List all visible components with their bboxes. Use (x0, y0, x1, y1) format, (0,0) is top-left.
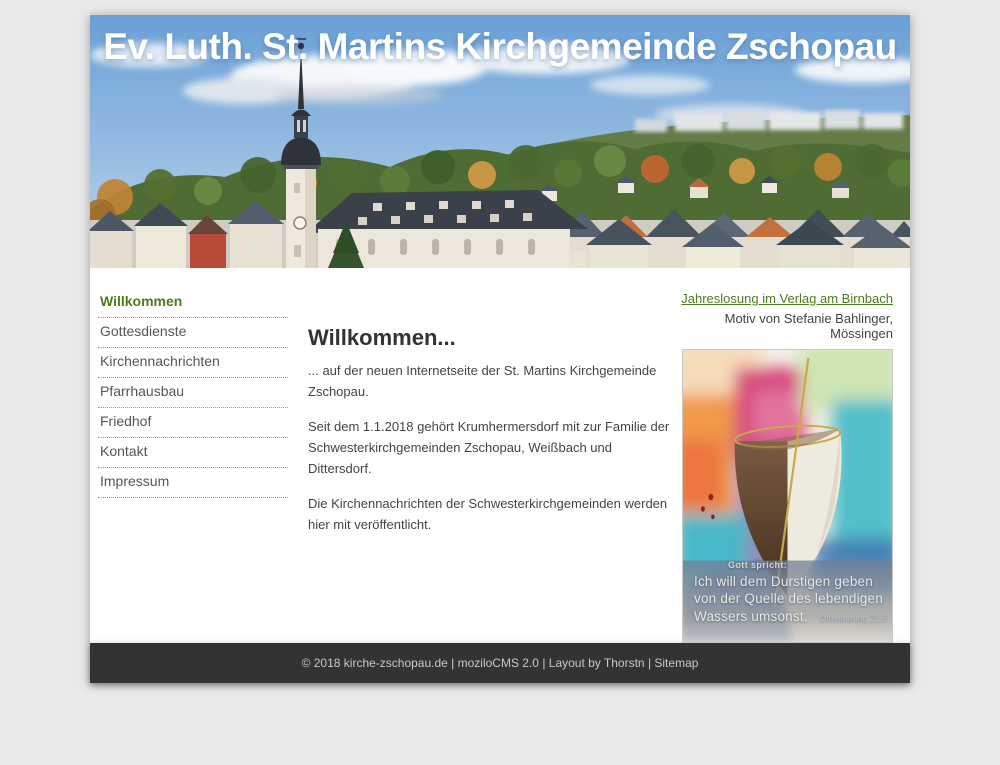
sidebar-item-gottesdienste[interactable]: Gottesdienste (98, 318, 288, 348)
verse-reference: Offenbarung 21,6 (819, 613, 887, 623)
verse-line-3-text: Wassers umsonst. (694, 608, 808, 624)
artwork-verse (694, 559, 887, 628)
sidebar-item-kirchennachrichten[interactable]: Kirchennachrichten (98, 348, 288, 378)
sidebar-item-pfarrhausbau[interactable]: Pfarrhausbau (98, 378, 288, 408)
kirchennachrichten-paragraph: Die Kirchennachrichten der Schwesterkirchgemeinden werden hier mit veröffentlicht. (308, 496, 668, 532)
verse-line-1: Ich will dem Durstigen geben (694, 573, 873, 589)
sidebar-item-kontakt[interactable]: Kontakt (98, 438, 288, 468)
sidebar-item-impressum[interactable]: Impressum (98, 468, 288, 498)
footer (90, 643, 910, 683)
header-banner (90, 15, 910, 268)
sidebar-nav (98, 288, 288, 498)
copyright-text: © 2018 kirche-zschopau.de | moziloCMS 2.0 | Layout by Thorstn | (301, 656, 655, 670)
verse-intro: Gott spricht: (728, 559, 788, 570)
verse-line-2: von der Quelle des lebendigen (694, 591, 883, 606)
sidebar-item-friedhof[interactable]: Friedhof (98, 408, 288, 438)
intro-paragraph: ... auf der neuen Internetseite der St. Martins Kirchgemeinde Zschopau. (308, 363, 657, 399)
krumhermersdorf-paragraph: Seit dem 1.1.2018 gehört Krumhermersdorf mit zur Familie der Schwesterkirchgemeinden Zschopau, Weißbach und Dittersdorf. (308, 419, 670, 476)
site-title: Ev. Luth. St. Martins Kirchgemeinde Zschopau (103, 26, 897, 67)
sidebar-item-willkommen[interactable]: Willkommen (98, 288, 288, 318)
artwork-caption: Motiv von Stefanie Bahlinger, Mössingen (724, 311, 893, 341)
jahreslosung-link[interactable]: Jahreslosung im Verlag am Birnbach (681, 291, 893, 306)
sitemap-link[interactable]: Sitemap (654, 656, 699, 670)
main-content (308, 288, 674, 549)
jahreslosung-artwork (682, 349, 893, 643)
content-area (90, 268, 910, 643)
aside-column (681, 288, 893, 643)
site-container (90, 15, 910, 683)
verse-line-3 (694, 608, 887, 628)
page-heading: Willkommen... (308, 325, 456, 350)
